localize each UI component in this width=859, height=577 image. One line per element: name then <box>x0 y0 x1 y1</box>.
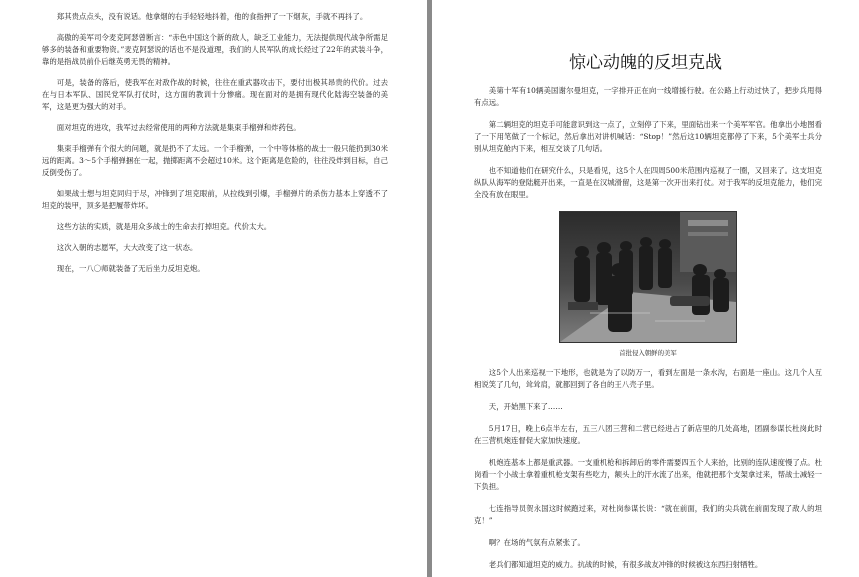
soldiers-photo <box>559 211 737 343</box>
right-page <box>432 0 859 577</box>
body-paragraph: 这5个人出来巡视一下地形，也就是为了以防万一，看到左面是一条水沟，右面是一座山。这几个人互相说笑了几句，耸耸肩，就都回到了各自的王八壳子里。 <box>474 368 822 389</box>
left-page <box>0 0 427 577</box>
body-paragraph: 这些方法的实质，就是用众多战士的生命去打掉坦克。代价太大。 <box>56 222 272 231</box>
body-paragraph: 这次入朝的志愿军，大大改变了这一状态。 <box>56 243 198 252</box>
body-paragraph: 啊？在场的气氛有点紧张了。 <box>488 538 585 547</box>
photo-figure <box>474 211 822 358</box>
body-paragraph: 可是，装备的落后，使我军在对敌作战的时候，往往在重武器攻击下，要付出极其昂贵的代价。过去在与日本军队、国民党军队打仗时，这方面的教训十分惨痛。现在面对的是拥有现代化陆海空装备的美军，这是更为强大的对手。 <box>42 78 388 111</box>
chapter-title: 惊心动魄的反坦克战 <box>569 53 722 74</box>
body-paragraph: 5月17日，晚上6点半左右，五三八团三营和二营已经进占了新店里的几处高地，团副参谋长杜岗此时在三营机炮连督促大家加快速度。 <box>474 424 822 445</box>
body-paragraph: 第二辆坦克的坦克手可能意识到这一点了，立刻停了下来，里面钻出来一个美军军官。他拿出小地图看了一下用笔做了一个标记，然后拿出对讲机喊话：“Stop！”然后这10辆坦克都停了下来，5个美军士兵分别从坦克舱内下来，相互交谈了几句话。 <box>474 120 822 153</box>
body-paragraph: 如果战士想与坦克同归于尽，冲锋到了坦克眼前，从拉线到引爆，手榴弹片的杀伤力基本上穿透不了坦克的装甲，顶多是把履带炸坏。 <box>42 189 388 210</box>
body-paragraph: 七连指导员贺永国这时候跑过来，对杜岗参谋长说：“就在前面，我们的尖兵就在前面发现了敌人的坦克！” <box>474 504 822 525</box>
photo-caption: 首批侵入朝鲜的美军 <box>619 349 677 357</box>
text-block-before-photo <box>474 85 822 201</box>
body-paragraph: 也不知道他们在研究什么，只是看见，这5个人在四周500米范围内巡视了一圈，又回来了。这支坦克纵队从海军的登陆艇开出来，一直是在汉城滑留，这是第一次开出来打仗。对于我军的反坦克能力，他们完全没有放在眼里。 <box>474 166 822 199</box>
body-paragraph: 面对坦克的进攻，我军过去经常使用的两种方法就是集束手榴弹和炸药包。 <box>56 123 301 132</box>
body-paragraph: 集束手榴弹有个很大的问题，就是扔不了太远。一个手榴弹，一个中等体格的战士一般只能扔到30米远的距离。3～5个手榴弹捆在一起，抛掷距离不会超过10米。这个距离是危险的，往往没炸到目标，自己反倒受伤了。 <box>42 144 388 177</box>
body-paragraph: 郑其贵点点头，没有说话。他拿烟的右手轻轻地抖着，他的食指押了一下烟灰，手就不再抖了。 <box>56 12 368 21</box>
body-paragraph: 天，开始黑下来了…… <box>488 402 563 411</box>
right-text-column <box>474 85 822 577</box>
text-block-after-photo <box>474 367 822 571</box>
body-paragraph: 现在，一八〇师就装备了无后坐力反坦克炮。 <box>56 264 205 273</box>
left-text-column <box>42 11 388 284</box>
body-paragraph: 高傲的美军司令麦克阿瑟曾断言：“赤色中国这个新的敌人，缺乏工业能力，无法提供现代战争所需足够多的装备和重要物资。”麦克阿瑟说的话也不是没道理，我们的人民军队的成长经过了22年的武装斗争，靠的是指战员前仆后继英勇无畏的精神。 <box>42 33 388 66</box>
body-paragraph: 老兵们都知道坦克的威力。抗战的时候，有很多战友冲锋的时候被这东西扫射牺牲。 <box>488 560 763 569</box>
body-paragraph: 美第十军有10辆美国谢尔曼坦克，一字排开正在向一线增援行驶。在公路上行动过快了，把步兵甩得有点远。 <box>474 86 822 107</box>
body-paragraph: 机炮连基本上都是重武器。一支重机枪和拆卸后的零件需要四五个人来抬，比别的连队速度慢了点。杜岗看一个小战士拿着重机枪支架有些吃力，额头上的汗水流了出来，他就把那个支架拿过来，帮战士减轻一下负担。 <box>474 458 822 491</box>
